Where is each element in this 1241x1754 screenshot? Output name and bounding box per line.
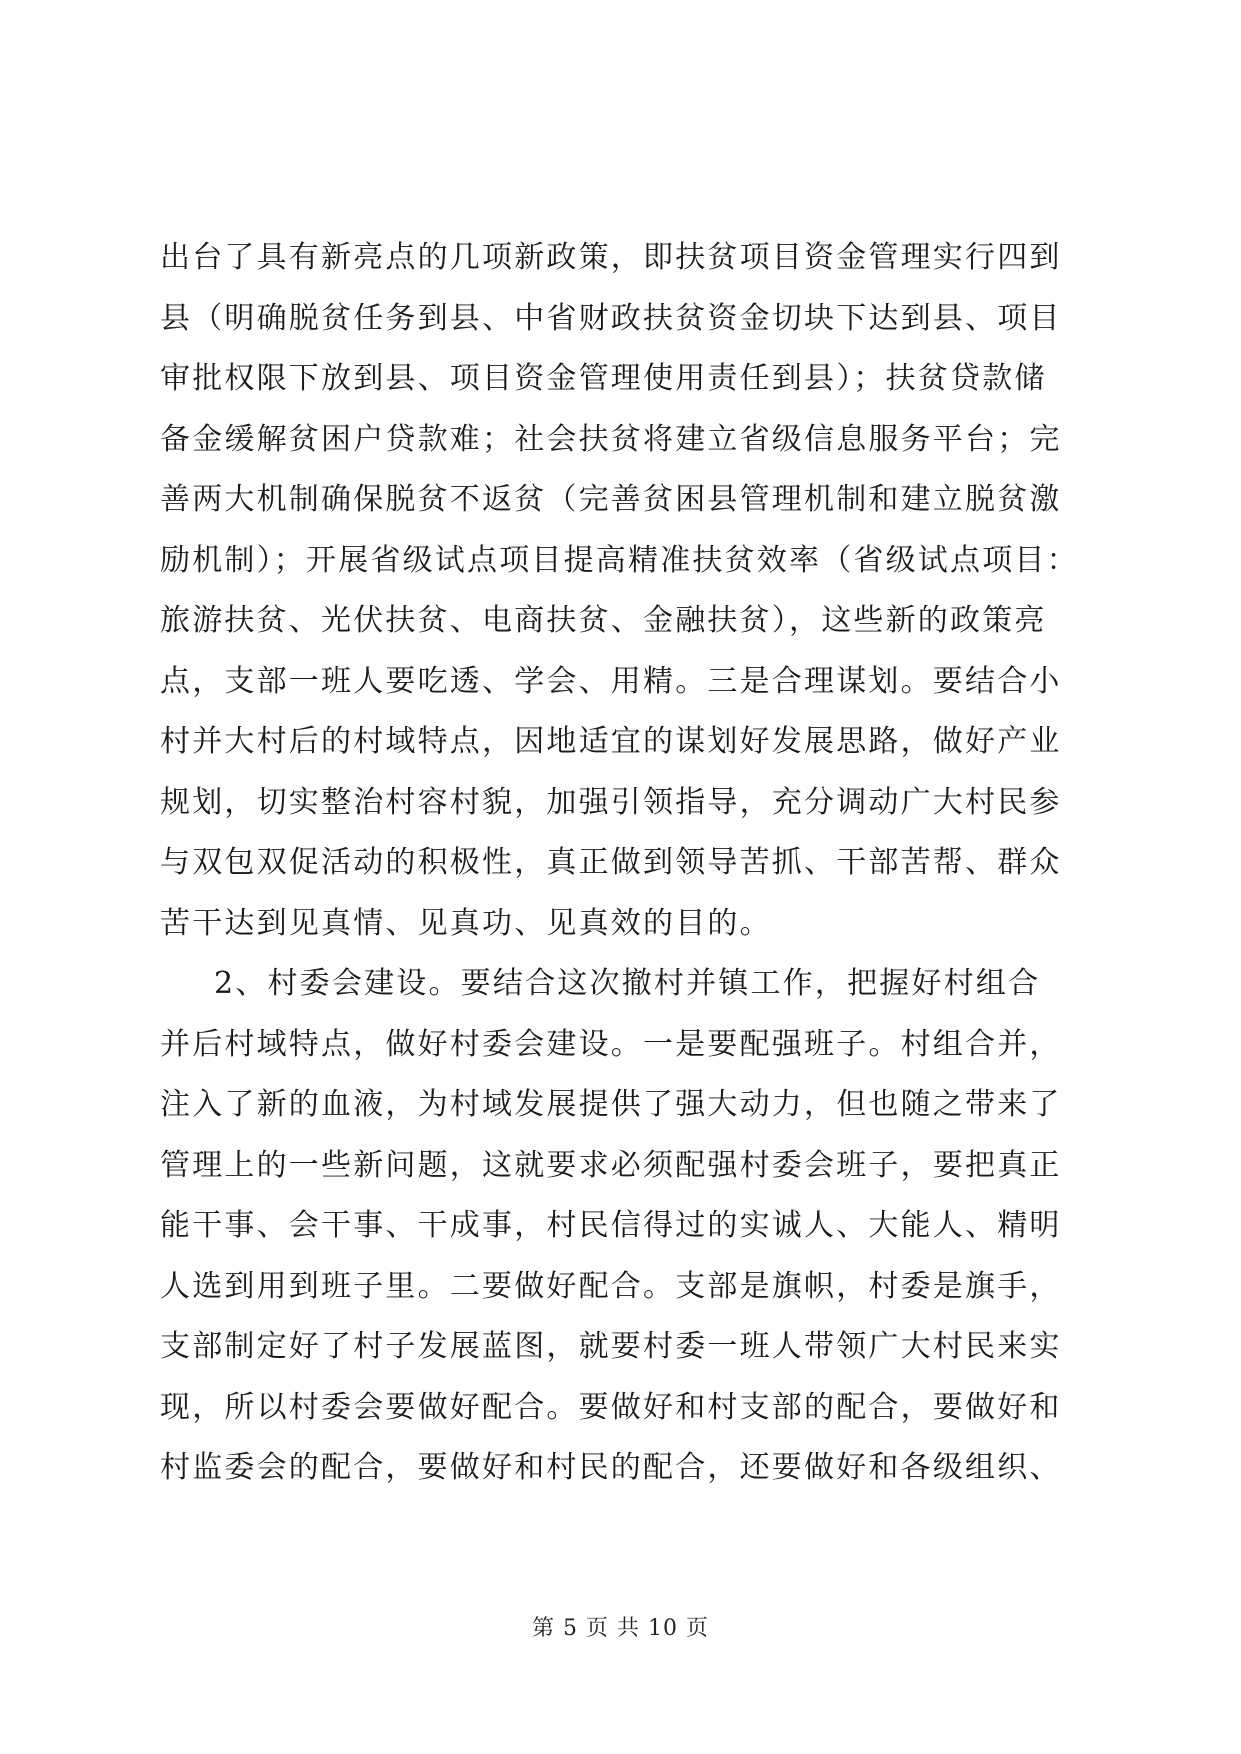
paragraph-start-line: 2、村委会建设。要结合这次撤村并镇工作，把握好村组合 (214, 966, 1041, 1001)
text-line: 人选到用到班子里。二要做好配合。支部是旗帜，村委是旗手， (160, 1268, 1062, 1304)
text-line: 现，所以村委会要做好配合。要做好和村支部的配合，要做好和 (160, 1389, 1062, 1425)
text-line: 县（明确脱贫任务到县、中省财政扶贫资金切块下达到县、项目 (160, 300, 1062, 336)
text-line: 点，支部一班人要吃透、学会、用精。三是合理谋划。要结合小 (160, 663, 1062, 699)
text-line: 审批权限下放到县、项目资金管理使用责任到县）；扶贫贷款储 (160, 361, 1047, 396)
text-line: 能干事、会干事、干成事，村民信得过的实诚人、大能人、精明 (160, 1208, 1062, 1243)
page-number-footer (0, 1611, 1241, 1642)
text-line: 并后村域特点，做好村委会建设。一是要配强班子。村组合并， (160, 1026, 1062, 1062)
text-line: 备金缓解贫困户贷款难；社会扶贫将建立省级信息服务平台；完 (160, 421, 1062, 457)
page-number-label: 第 5 页 共 10 页 (532, 1616, 709, 1641)
text-line: 村监委会的配合，要做好和村民的配合，还要做好和各级组织、 (160, 1450, 1062, 1485)
text-line: 励机制）；开展省级试点项目提高精准扶贫效率（省级试点项目： (160, 542, 1079, 578)
text-line: 善两大机制确保脱贫不返贫（完善贫困县管理机制和建立脱贫激 (160, 482, 1062, 517)
text-line: 村并大村后的村域特点，因地适宜的谋划好发展思路，做好产业 (160, 724, 1062, 759)
text-line: 苦干达到见真情、见真功、见真效的目的。 (160, 905, 772, 941)
text-line: 规划，切实整治村容村貌，加强引领指导，充分调动广大村民参 (160, 784, 1062, 820)
text-line: 与双包双促活动的积极性，真正做到领导苦抓、干部苦帮、群众 (160, 845, 1062, 880)
body-text (160, 228, 1090, 1499)
text-line: 出台了具有新亮点的几项新政策，即扶贫项目资金管理实行四到 (160, 240, 1062, 275)
text-line: 注入了新的血液，为村域发展提供了强大动力，但也随之带来了 (160, 1087, 1062, 1122)
text-line: 支部制定好了村子发展蓝图，就要村委一班人带领广大村民来实 (160, 1329, 1062, 1364)
text-line: 旅游扶贫、光伏扶贫、电商扶贫、金融扶贫），这些新的政策亮 (160, 603, 1047, 638)
text-line: 管理上的一些新问题，这就要求必须配强村委会班子，要把真正 (160, 1147, 1062, 1183)
